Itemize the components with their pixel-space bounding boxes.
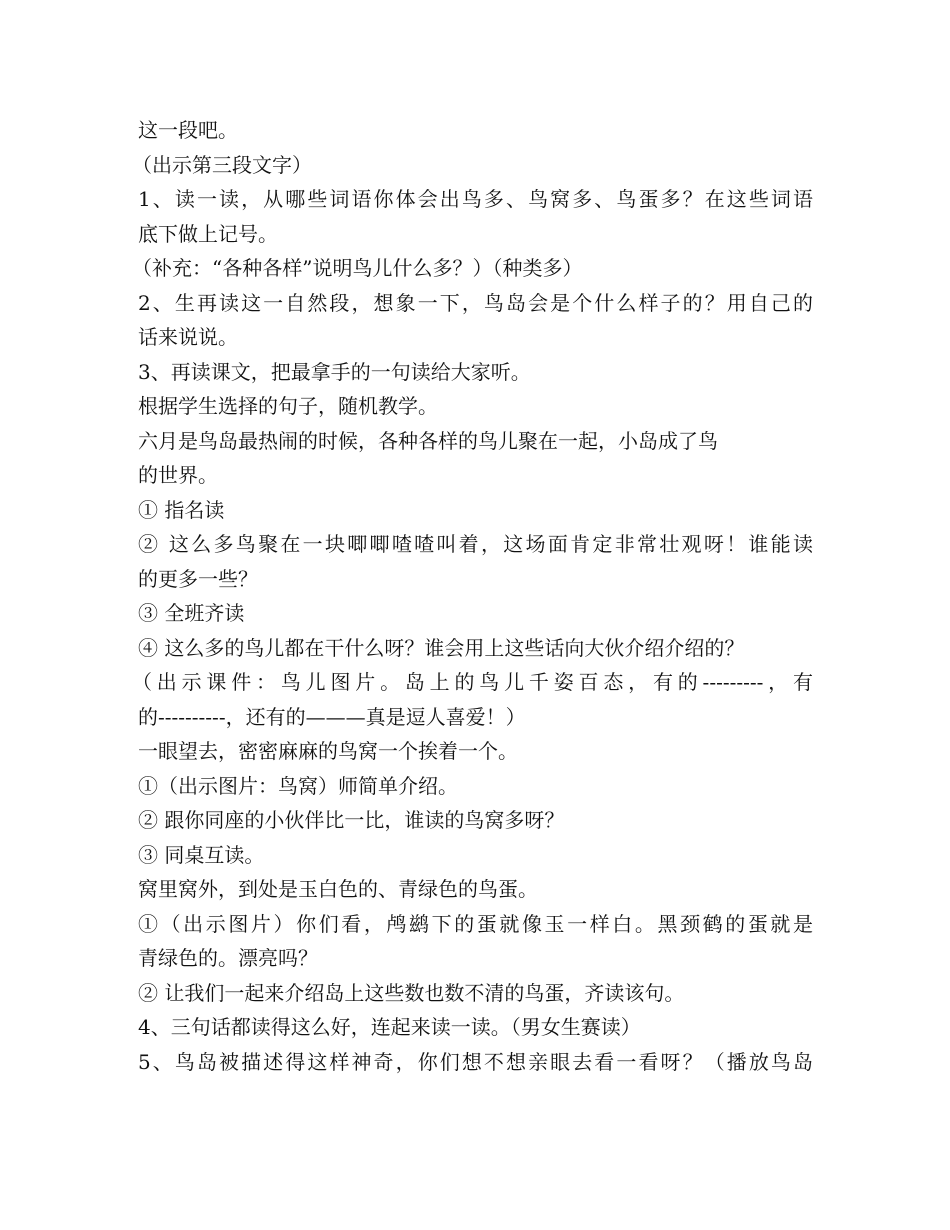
text-line: ② 跟你同座的小伙伴比一比，谁读的鸟窝多呀？ <box>138 808 565 832</box>
text-line: ④ 这么多的鸟儿都在干什么呀？谁会用上这些话向大伙介绍介绍的？ <box>138 635 745 660</box>
text-line: 5、鸟岛被描述得这样神奇，你们想不想亲眼去看一看呀？（播放鸟岛 <box>138 1049 813 1074</box>
text-line: ③ 同桌互读。 <box>138 842 265 867</box>
text-line: 话来说说。 <box>138 325 238 349</box>
text-line: 一眼望去，密密麻麻的鸟窝一个挨着一个。 <box>138 739 518 763</box>
text-line: 3、再读课文，把最拿手的一句读给大家听。 <box>138 359 531 384</box>
text-line: 青绿色的。漂亮吗？ <box>138 946 318 970</box>
text-line: 2、生再读这一自然段，想象一下，鸟岛会是个什么样子的？用自己的 <box>138 290 813 315</box>
text-line: 根据学生选择的句子，随机教学。 <box>138 394 438 418</box>
text-line: 六月是鸟岛最热闹的时候，各种各样的鸟儿聚在一起，小岛成了鸟 <box>138 428 718 453</box>
text-line: ② 让我们一起来介绍岛上这些数也数不清的鸟蛋，齐读该句。 <box>138 980 685 1005</box>
text-line: ①（出示图片）你们看，鸬鹚下的蛋就像玉一样白。黑颈鹤的蛋就是 <box>138 911 813 936</box>
text-line: （补充：“各种各样”说明鸟儿什么多？）（种类多） <box>132 256 583 280</box>
text-line: （出示课件：鸟儿图片。岛上的鸟儿千姿百态，有的---------，有 <box>132 670 813 694</box>
text-line: 4、三句话都读得这么好，连起来读一读。（男女生赛读） <box>138 1015 641 1039</box>
text-line: 1、读一读，从哪些词语你体会出鸟多、鸟窝多、鸟蛋多？在这些词语 <box>138 187 813 211</box>
document-body <box>132 113 813 1079</box>
text-line: ② 这么多鸟聚在一块唧唧喳喳叫着，这场面肯定非常壮观呀！谁能读 <box>138 532 813 556</box>
text-line: ③ 全班齐读 <box>138 601 245 625</box>
text-line: ① 指名读 <box>138 497 225 522</box>
text-line: （出示第三段文字） <box>132 152 312 177</box>
text-line: 这一段吧。 <box>138 118 238 142</box>
text-line: 窝里窝外，到处是玉白色的、青绿色的鸟蛋。 <box>138 877 538 901</box>
text-line: ①（出示图片：鸟窝）师简单介绍。 <box>138 773 458 798</box>
text-line: 底下做上记号。 <box>138 221 278 246</box>
text-line: 的----------，还有的———真是逗人喜爱！） <box>138 704 526 729</box>
text-line: 的更多一些？ <box>138 566 258 591</box>
text-line: 的世界。 <box>138 463 218 487</box>
